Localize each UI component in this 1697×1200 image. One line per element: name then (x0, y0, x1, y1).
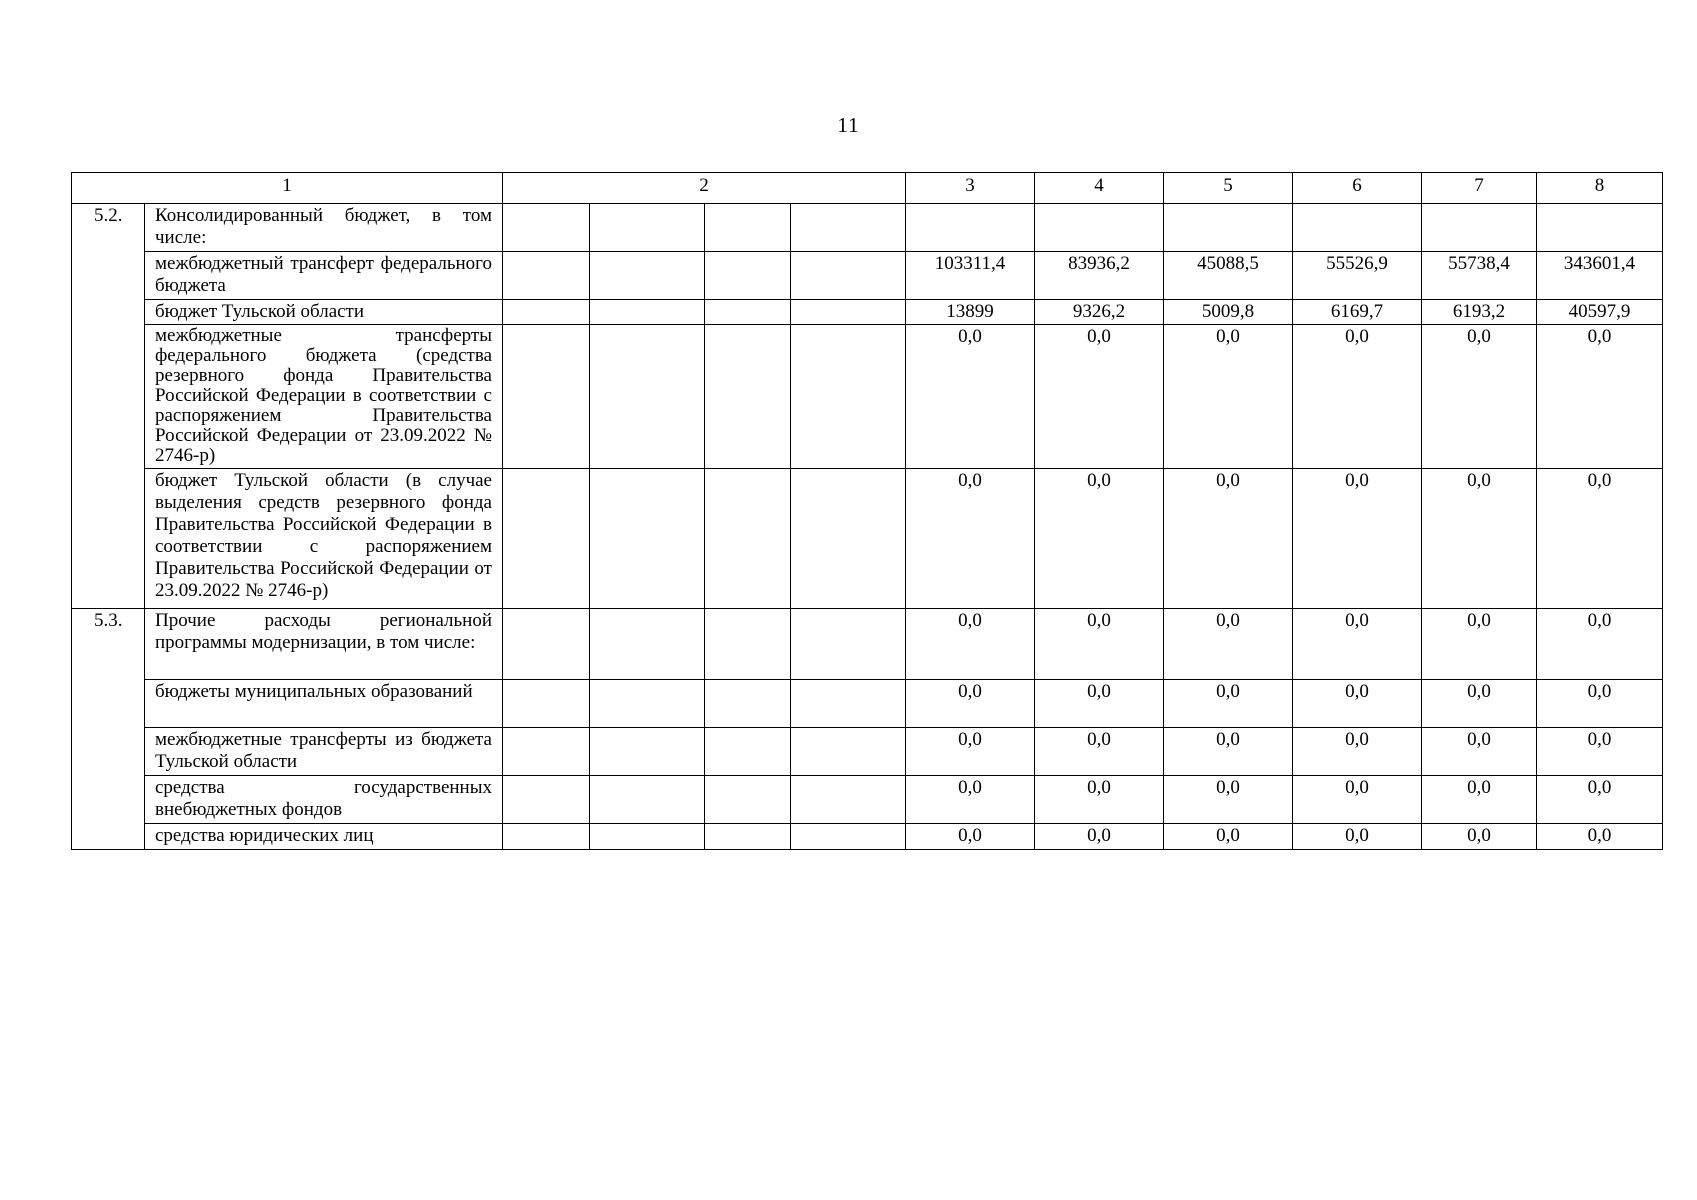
empty-cell (503, 609, 590, 680)
empty-cell (72, 776, 145, 824)
value-cell: 0,0 (1422, 824, 1537, 850)
empty-cell (791, 252, 906, 300)
value-cell (1035, 204, 1164, 252)
empty-cell (705, 728, 791, 776)
empty-cell (705, 680, 791, 728)
section-number: 5.3. (72, 609, 145, 680)
empty-cell (72, 300, 145, 325)
value-cell (1293, 204, 1422, 252)
header-col-7: 7 (1422, 173, 1537, 204)
value-cell (906, 204, 1035, 252)
header-col-6: 6 (1293, 173, 1422, 204)
section-row (72, 609, 1663, 680)
table-row (72, 680, 1663, 728)
empty-cell (705, 325, 791, 469)
empty-cell (590, 728, 705, 776)
empty-cell (791, 325, 906, 469)
value-cell: 0,0 (1537, 325, 1663, 469)
value-cell: 40597,9 (1537, 300, 1663, 325)
value-cell: 0,0 (1537, 776, 1663, 824)
empty-cell (705, 204, 791, 252)
empty-cell (705, 824, 791, 850)
table-row (72, 252, 1663, 300)
value-cell: 0,0 (1537, 728, 1663, 776)
value-cell (1537, 204, 1663, 252)
value-cell: 0,0 (1537, 469, 1663, 609)
value-cell: 0,0 (1537, 824, 1663, 850)
empty-cell (791, 824, 906, 850)
value-cell: 0,0 (1293, 680, 1422, 728)
value-cell: 6193,2 (1422, 300, 1537, 325)
empty-cell (72, 824, 145, 850)
section-title: Прочие расходы региональной программы модернизации, в том числе: (145, 609, 503, 680)
value-cell: 0,0 (1293, 469, 1422, 609)
value-cell: 103311,4 (906, 252, 1035, 300)
value-cell: 0,0 (1164, 325, 1293, 469)
value-cell: 0,0 (1035, 824, 1164, 850)
empty-cell (705, 300, 791, 325)
header-col-1: 1 (72, 173, 503, 204)
value-cell: 0,0 (1293, 728, 1422, 776)
value-cell: 0,0 (1164, 680, 1293, 728)
value-cell (1164, 204, 1293, 252)
header-col-4: 4 (1035, 173, 1164, 204)
empty-cell (791, 728, 906, 776)
header-col-5: 5 (1164, 173, 1293, 204)
empty-cell (503, 776, 590, 824)
header-row (72, 173, 1663, 204)
row-label: бюджет Тульской области (в случае выделения средств резервного фонда Правительства Российской Федерации в соответствии с распоряжением Правительства Российской Федерации от 23.09.2022 № 2746-р) (145, 469, 503, 609)
empty-cell (590, 824, 705, 850)
empty-cell (791, 776, 906, 824)
value-cell: 0,0 (1537, 609, 1663, 680)
empty-cell (503, 824, 590, 850)
empty-cell (72, 680, 145, 728)
table-row (72, 824, 1663, 850)
empty-cell (590, 469, 705, 609)
empty-cell (503, 325, 590, 469)
value-cell: 0,0 (1537, 680, 1663, 728)
value-cell: 13899 (906, 300, 1035, 325)
empty-cell (503, 728, 590, 776)
row-label: бюджет Тульской области (145, 300, 503, 325)
section-row (72, 204, 1663, 252)
value-cell: 6169,7 (1293, 300, 1422, 325)
empty-cell (503, 680, 590, 728)
empty-cell (705, 469, 791, 609)
value-cell: 0,0 (1293, 609, 1422, 680)
value-cell: 0,0 (906, 469, 1035, 609)
value-cell: 0,0 (906, 776, 1035, 824)
empty-cell (72, 728, 145, 776)
value-cell: 0,0 (1164, 824, 1293, 850)
table-row (72, 325, 1663, 469)
value-cell: 343601,4 (1537, 252, 1663, 300)
empty-cell (503, 252, 590, 300)
section-title: Консолидированный бюджет, в том числе: (145, 204, 503, 252)
empty-cell (590, 325, 705, 469)
value-cell: 9326,2 (1035, 300, 1164, 325)
table-row (72, 300, 1663, 325)
value-cell: 0,0 (1293, 776, 1422, 824)
value-cell: 0,0 (1164, 609, 1293, 680)
value-cell: 45088,5 (1164, 252, 1293, 300)
value-cell: 0,0 (1293, 325, 1422, 469)
empty-cell (503, 300, 590, 325)
empty-cell (791, 469, 906, 609)
empty-cell (72, 469, 145, 609)
empty-cell (72, 325, 145, 469)
value-cell: 0,0 (1035, 680, 1164, 728)
section-number: 5.2. (72, 204, 145, 252)
value-cell: 55738,4 (1422, 252, 1537, 300)
value-cell: 0,0 (1422, 469, 1537, 609)
empty-cell (590, 680, 705, 728)
empty-cell (791, 204, 906, 252)
empty-cell (590, 776, 705, 824)
value-cell: 0,0 (906, 824, 1035, 850)
value-cell: 0,0 (1422, 609, 1537, 680)
value-cell: 0,0 (1422, 776, 1537, 824)
value-cell: 0,0 (1422, 728, 1537, 776)
empty-cell (705, 609, 791, 680)
value-cell: 0,0 (1035, 728, 1164, 776)
empty-cell (705, 252, 791, 300)
value-cell: 0,0 (906, 680, 1035, 728)
value-cell: 0,0 (1422, 325, 1537, 469)
row-label: средства государственных внебюджетных фондов (145, 776, 503, 824)
row-label: межбюджетные трансферты из бюджета Тульской области (145, 728, 503, 776)
value-cell: 0,0 (1035, 469, 1164, 609)
table-row (72, 776, 1663, 824)
empty-cell (791, 609, 906, 680)
value-cell: 0,0 (1035, 609, 1164, 680)
empty-cell (72, 252, 145, 300)
row-label: межбюджетный трансферт федерального бюджета (145, 252, 503, 300)
value-cell: 0,0 (1164, 728, 1293, 776)
row-label: бюджеты муниципальных образований (145, 680, 503, 728)
budget-table (71, 172, 1663, 850)
empty-cell (590, 300, 705, 325)
value-cell: 0,0 (1164, 776, 1293, 824)
value-cell: 0,0 (1035, 776, 1164, 824)
value-cell: 0,0 (1422, 680, 1537, 728)
header-col-8: 8 (1537, 173, 1663, 204)
value-cell: 0,0 (1035, 325, 1164, 469)
value-cell: 83936,2 (1035, 252, 1164, 300)
table-row (72, 728, 1663, 776)
empty-cell (705, 776, 791, 824)
value-cell: 0,0 (1293, 824, 1422, 850)
page-number: 11 (837, 113, 860, 137)
header-col-2: 2 (503, 173, 906, 204)
value-cell: 5009,8 (1164, 300, 1293, 325)
empty-cell (590, 204, 705, 252)
value-cell (1422, 204, 1537, 252)
empty-cell (503, 469, 590, 609)
value-cell: 0,0 (906, 728, 1035, 776)
table-row (72, 469, 1663, 609)
row-label: средства юридических лиц (145, 824, 503, 850)
value-cell: 55526,9 (1293, 252, 1422, 300)
empty-cell (791, 300, 906, 325)
header-col-3: 3 (906, 173, 1035, 204)
value-cell: 0,0 (906, 609, 1035, 680)
empty-cell (503, 204, 590, 252)
value-cell: 0,0 (906, 325, 1035, 469)
empty-cell (590, 252, 705, 300)
value-cell: 0,0 (1164, 469, 1293, 609)
row-label: межбюджетные трансферты федерального бюджета (средства резервного фонда Правительства Российской Федерации в соответствии с распоряжением Правительства Российской Федерации от 23.09.2022 № 2746-р) (145, 325, 503, 469)
empty-cell (590, 609, 705, 680)
empty-cell (791, 680, 906, 728)
